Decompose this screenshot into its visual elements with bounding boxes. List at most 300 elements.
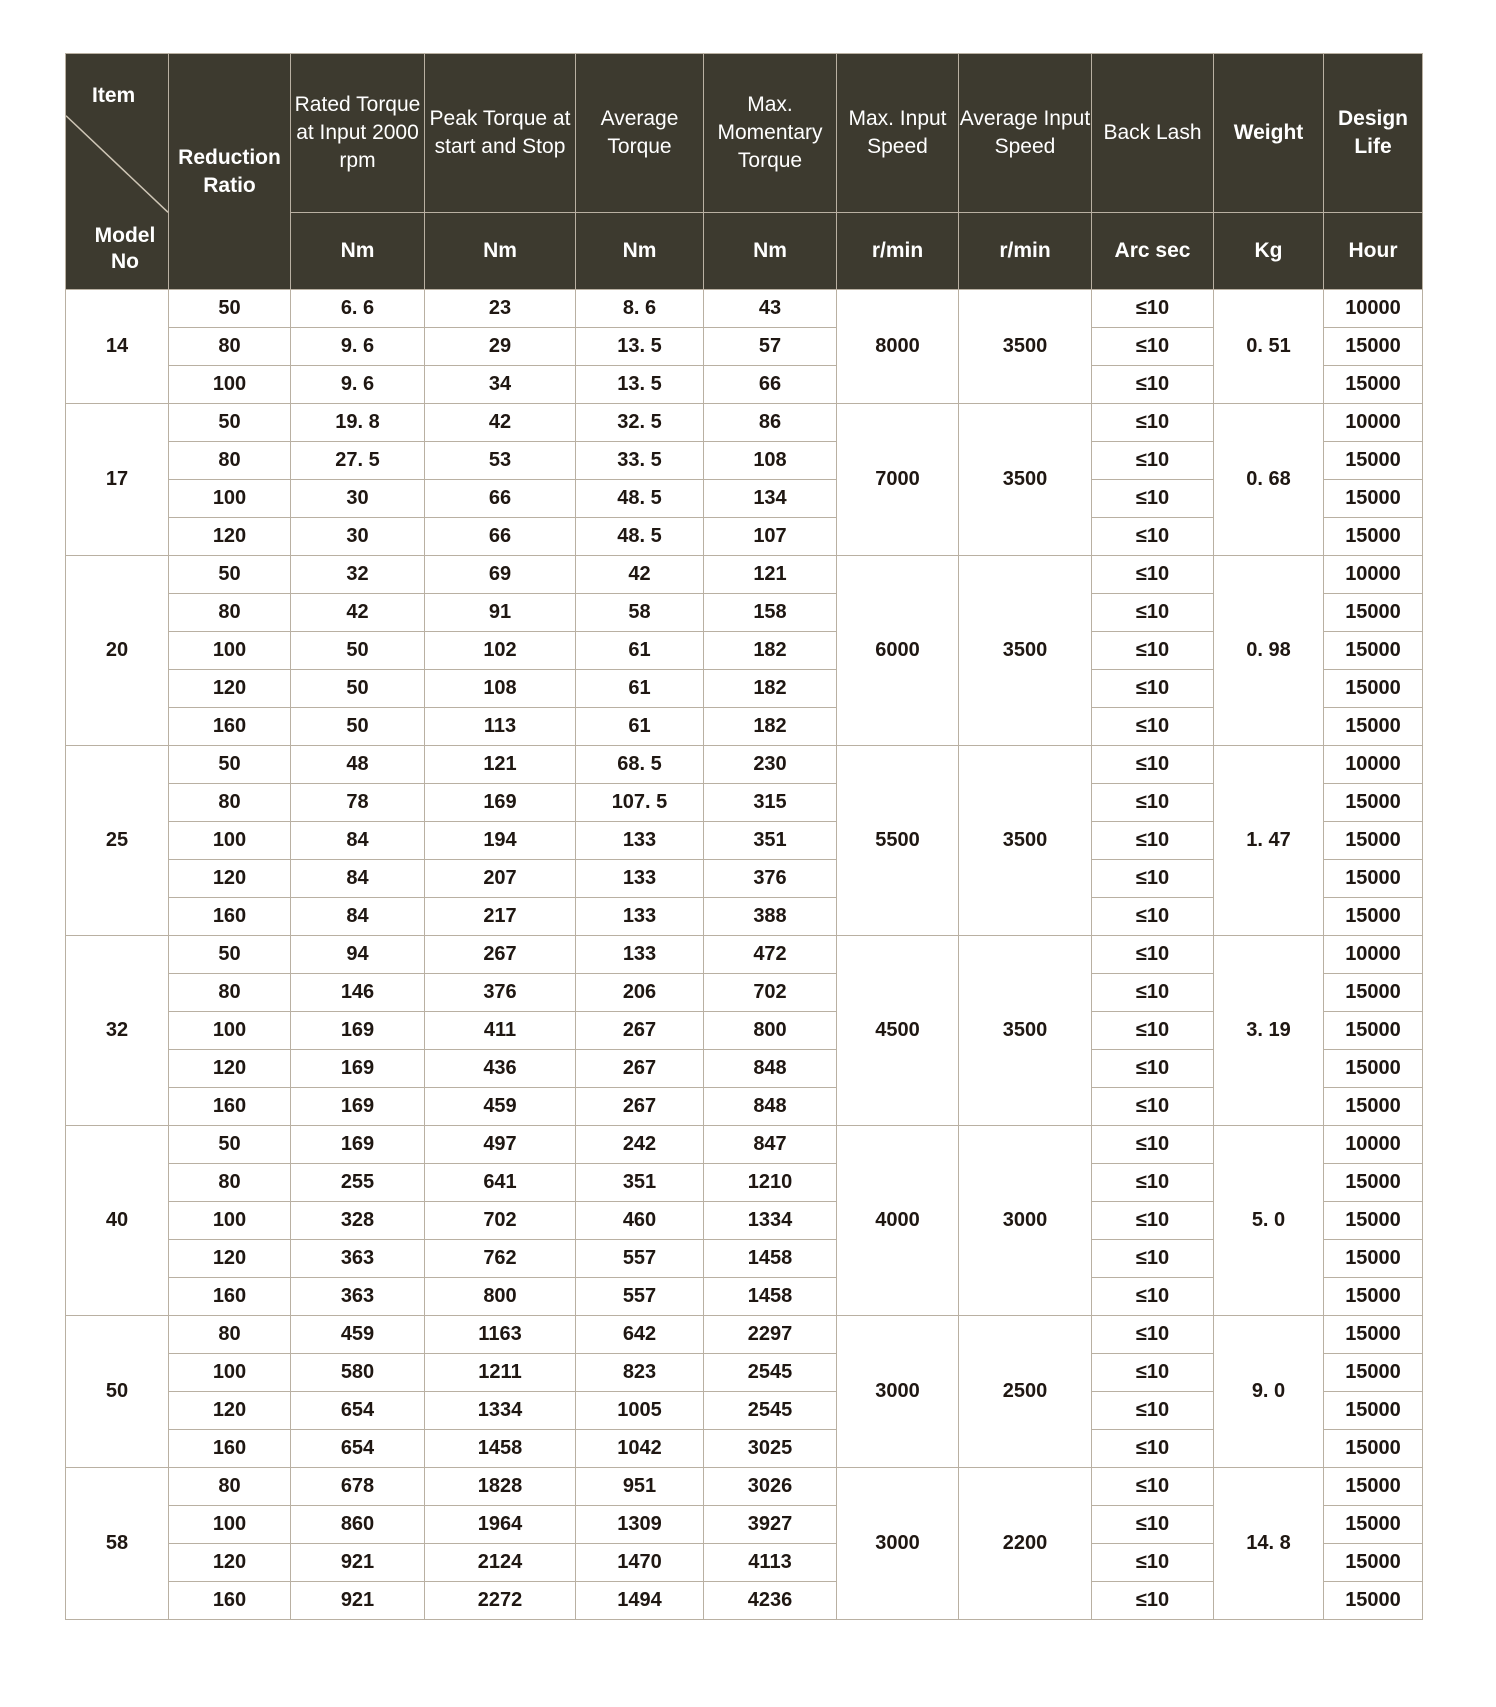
design-life-cell: 15000 — [1324, 898, 1423, 936]
table-row — [66, 290, 1423, 328]
rated-torque-cell: 255 — [291, 1164, 425, 1202]
reduction-ratio-cell: 50 — [169, 404, 291, 442]
max-momentary-torque-cell: 351 — [704, 822, 837, 860]
max-input-speed-cell: 6000 — [837, 556, 959, 746]
item-model-corner-header — [66, 54, 169, 290]
table-row — [66, 1316, 1423, 1354]
rated-torque-cell: 9. 6 — [291, 366, 425, 404]
average-torque-cell: 68. 5 — [576, 746, 704, 784]
rated-torque-cell: 678 — [291, 1468, 425, 1506]
reduction-ratio-cell: 100 — [169, 480, 291, 518]
rated-torque-cell: 50 — [291, 632, 425, 670]
column-header: Max. Input Speed — [837, 54, 959, 213]
max-momentary-torque-cell: 1334 — [704, 1202, 837, 1240]
weight-cell: 0. 51 — [1214, 290, 1324, 404]
average-input-speed-cell: 2500 — [959, 1316, 1092, 1468]
average-torque-cell: 823 — [576, 1354, 704, 1392]
rated-torque-cell: 169 — [291, 1126, 425, 1164]
design-life-cell: 10000 — [1324, 404, 1423, 442]
average-torque-cell: 32. 5 — [576, 404, 704, 442]
reduction-ratio-cell: 100 — [169, 822, 291, 860]
reduction-ratio-cell: 100 — [169, 1354, 291, 1392]
rated-torque-cell: 48 — [291, 746, 425, 784]
peak-torque-cell: 1334 — [425, 1392, 576, 1430]
average-torque-cell: 267 — [576, 1012, 704, 1050]
reduction-ratio-cell: 120 — [169, 860, 291, 898]
peak-torque-cell: 217 — [425, 898, 576, 936]
peak-torque-cell: 376 — [425, 974, 576, 1012]
max-momentary-torque-cell: 182 — [704, 670, 837, 708]
max-momentary-torque-cell: 1458 — [704, 1240, 837, 1278]
design-life-cell: 10000 — [1324, 556, 1423, 594]
design-life-cell: 15000 — [1324, 632, 1423, 670]
max-input-speed-cell: 3000 — [837, 1468, 959, 1620]
model-no-cell: 58 — [66, 1468, 169, 1620]
backlash-cell: ≤10 — [1092, 1202, 1214, 1240]
backlash-cell: ≤10 — [1092, 708, 1214, 746]
peak-torque-cell: 42 — [425, 404, 576, 442]
rated-torque-cell: 84 — [291, 822, 425, 860]
reduction-ratio-cell: 160 — [169, 1430, 291, 1468]
peak-torque-cell: 69 — [425, 556, 576, 594]
average-torque-cell: 267 — [576, 1088, 704, 1126]
column-unit: Hour — [1324, 213, 1423, 290]
design-life-cell: 15000 — [1324, 1050, 1423, 1088]
max-momentary-torque-cell: 134 — [704, 480, 837, 518]
backlash-cell: ≤10 — [1092, 366, 1214, 404]
design-life-cell: 15000 — [1324, 784, 1423, 822]
peak-torque-cell: 121 — [425, 746, 576, 784]
reduction-ratio-cell: 80 — [169, 594, 291, 632]
peak-torque-cell: 800 — [425, 1278, 576, 1316]
peak-torque-cell: 1458 — [425, 1430, 576, 1468]
backlash-cell: ≤10 — [1092, 1126, 1214, 1164]
model-no-cell: 25 — [66, 746, 169, 936]
average-torque-cell: 1309 — [576, 1506, 704, 1544]
max-momentary-torque-cell: 121 — [704, 556, 837, 594]
rated-torque-cell: 169 — [291, 1050, 425, 1088]
average-torque-cell: 61 — [576, 670, 704, 708]
average-torque-cell: 1005 — [576, 1392, 704, 1430]
backlash-cell: ≤10 — [1092, 1316, 1214, 1354]
max-momentary-torque-cell: 107 — [704, 518, 837, 556]
design-life-cell: 15000 — [1324, 1430, 1423, 1468]
max-momentary-torque-cell: 3025 — [704, 1430, 837, 1468]
backlash-cell: ≤10 — [1092, 1544, 1214, 1582]
spec-table — [65, 53, 1423, 1620]
backlash-cell: ≤10 — [1092, 746, 1214, 784]
rated-torque-cell: 94 — [291, 936, 425, 974]
backlash-cell: ≤10 — [1092, 670, 1214, 708]
design-life-cell: 15000 — [1324, 594, 1423, 632]
table-header — [66, 54, 1423, 290]
item-header-label: Item — [92, 84, 136, 107]
backlash-cell: ≤10 — [1092, 1088, 1214, 1126]
design-life-cell: 15000 — [1324, 480, 1423, 518]
max-momentary-torque-cell: 1210 — [704, 1164, 837, 1202]
rated-torque-cell: 78 — [291, 784, 425, 822]
rated-torque-cell: 27. 5 — [291, 442, 425, 480]
average-torque-cell: 133 — [576, 822, 704, 860]
max-momentary-torque-cell: 182 — [704, 708, 837, 746]
model-no-cell: 32 — [66, 936, 169, 1126]
reduction-ratio-cell: 50 — [169, 936, 291, 974]
reduction-ratio-cell: 80 — [169, 328, 291, 366]
column-unit: Nm — [425, 213, 576, 290]
max-momentary-torque-cell: 4113 — [704, 1544, 837, 1582]
design-life-cell: 15000 — [1324, 1544, 1423, 1582]
average-torque-cell: 242 — [576, 1126, 704, 1164]
average-torque-cell: 42 — [576, 556, 704, 594]
rated-torque-cell: 459 — [291, 1316, 425, 1354]
rated-torque-cell: 50 — [291, 708, 425, 746]
rated-torque-cell: 328 — [291, 1202, 425, 1240]
rated-torque-cell: 146 — [291, 974, 425, 1012]
max-momentary-torque-cell: 2545 — [704, 1354, 837, 1392]
average-input-speed-cell: 3500 — [959, 746, 1092, 936]
rated-torque-cell: 19. 8 — [291, 404, 425, 442]
average-torque-cell: 351 — [576, 1164, 704, 1202]
design-life-cell: 10000 — [1324, 936, 1423, 974]
design-life-cell: 15000 — [1324, 1088, 1423, 1126]
backlash-cell: ≤10 — [1092, 1506, 1214, 1544]
backlash-cell: ≤10 — [1092, 404, 1214, 442]
peak-torque-cell: 2124 — [425, 1544, 576, 1582]
table-row — [66, 404, 1423, 442]
reduction-ratio-cell: 160 — [169, 898, 291, 936]
max-momentary-torque-cell: 2545 — [704, 1392, 837, 1430]
average-input-speed-cell: 3000 — [959, 1126, 1092, 1316]
backlash-cell: ≤10 — [1092, 442, 1214, 480]
table-body — [66, 290, 1423, 1620]
average-torque-cell: 61 — [576, 632, 704, 670]
weight-cell: 5. 0 — [1214, 1126, 1324, 1316]
backlash-cell: ≤10 — [1092, 328, 1214, 366]
model-no-cell: 20 — [66, 556, 169, 746]
backlash-cell: ≤10 — [1092, 1012, 1214, 1050]
table-row — [66, 746, 1423, 784]
reduction-ratio-cell: 120 — [169, 1240, 291, 1278]
design-life-cell: 15000 — [1324, 974, 1423, 1012]
design-life-cell: 15000 — [1324, 1164, 1423, 1202]
reduction-ratio-cell: 80 — [169, 974, 291, 1012]
max-momentary-torque-cell: 230 — [704, 746, 837, 784]
peak-torque-cell: 436 — [425, 1050, 576, 1088]
model-no-cell: 14 — [66, 290, 169, 404]
backlash-cell: ≤10 — [1092, 632, 1214, 670]
column-header: Back Lash — [1092, 54, 1214, 213]
average-torque-cell: 1470 — [576, 1544, 704, 1582]
column-unit: Arc sec — [1092, 213, 1214, 290]
peak-torque-cell: 1211 — [425, 1354, 576, 1392]
reduction-ratio-cell: 50 — [169, 290, 291, 328]
model-no-cell: 40 — [66, 1126, 169, 1316]
peak-torque-cell: 91 — [425, 594, 576, 632]
rated-torque-cell: 580 — [291, 1354, 425, 1392]
column-header: Design Life — [1324, 54, 1423, 213]
peak-torque-cell: 641 — [425, 1164, 576, 1202]
table-row — [66, 936, 1423, 974]
peak-torque-cell: 411 — [425, 1012, 576, 1050]
peak-torque-cell: 459 — [425, 1088, 576, 1126]
peak-torque-cell: 169 — [425, 784, 576, 822]
design-life-cell: 10000 — [1324, 290, 1423, 328]
reduction-ratio-cell: 120 — [169, 670, 291, 708]
rated-torque-cell: 363 — [291, 1240, 425, 1278]
average-torque-cell: 267 — [576, 1050, 704, 1088]
reduction-ratio-cell: 80 — [169, 1316, 291, 1354]
max-input-speed-cell: 5500 — [837, 746, 959, 936]
design-life-cell: 15000 — [1324, 670, 1423, 708]
design-life-cell: 10000 — [1324, 746, 1423, 784]
max-input-speed-cell: 7000 — [837, 404, 959, 556]
max-momentary-torque-cell: 472 — [704, 936, 837, 974]
column-unit: Nm — [704, 213, 837, 290]
weight-cell: 1. 47 — [1214, 746, 1324, 936]
average-input-speed-cell: 3500 — [959, 404, 1092, 556]
reduction-ratio-cell: 80 — [169, 1164, 291, 1202]
max-momentary-torque-cell: 43 — [704, 290, 837, 328]
column-header: Max. Momentary Torque — [704, 54, 837, 213]
design-life-cell: 15000 — [1324, 366, 1423, 404]
peak-torque-cell: 762 — [425, 1240, 576, 1278]
average-torque-cell: 8. 6 — [576, 290, 704, 328]
rated-torque-cell: 30 — [291, 518, 425, 556]
max-momentary-torque-cell: 315 — [704, 784, 837, 822]
peak-torque-cell: 194 — [425, 822, 576, 860]
backlash-cell: ≤10 — [1092, 1468, 1214, 1506]
backlash-cell: ≤10 — [1092, 1278, 1214, 1316]
design-life-cell: 15000 — [1324, 1468, 1423, 1506]
table-row — [66, 556, 1423, 594]
backlash-cell: ≤10 — [1092, 898, 1214, 936]
peak-torque-cell: 1828 — [425, 1468, 576, 1506]
peak-torque-cell: 207 — [425, 860, 576, 898]
peak-torque-cell: 1163 — [425, 1316, 576, 1354]
rated-torque-cell: 32 — [291, 556, 425, 594]
max-input-speed-cell: 4000 — [837, 1126, 959, 1316]
reduction-ratio-cell: 100 — [169, 1202, 291, 1240]
rated-torque-cell: 50 — [291, 670, 425, 708]
max-momentary-torque-cell: 702 — [704, 974, 837, 1012]
rated-torque-cell: 363 — [291, 1278, 425, 1316]
backlash-cell: ≤10 — [1092, 480, 1214, 518]
reduction-ratio-cell: 50 — [169, 1126, 291, 1164]
backlash-cell: ≤10 — [1092, 556, 1214, 594]
reduction-ratio-cell: 100 — [169, 366, 291, 404]
max-momentary-torque-cell: 182 — [704, 632, 837, 670]
average-torque-cell: 557 — [576, 1240, 704, 1278]
average-torque-cell: 206 — [576, 974, 704, 1012]
rated-torque-cell: 921 — [291, 1582, 425, 1620]
reduction-ratio-cell: 100 — [169, 1012, 291, 1050]
column-header: Average Torque — [576, 54, 704, 213]
average-torque-cell: 13. 5 — [576, 328, 704, 366]
max-momentary-torque-cell: 108 — [704, 442, 837, 480]
peak-torque-cell: 2272 — [425, 1582, 576, 1620]
backlash-cell: ≤10 — [1092, 1430, 1214, 1468]
reduction-ratio-cell: 160 — [169, 1582, 291, 1620]
max-momentary-torque-cell: 800 — [704, 1012, 837, 1050]
model-no-cell: 50 — [66, 1316, 169, 1468]
peak-torque-cell: 53 — [425, 442, 576, 480]
average-input-speed-cell: 3500 — [959, 556, 1092, 746]
rated-torque-cell: 921 — [291, 1544, 425, 1582]
peak-torque-cell: 267 — [425, 936, 576, 974]
reduction-ratio-cell: 120 — [169, 1050, 291, 1088]
peak-torque-cell: 66 — [425, 480, 576, 518]
backlash-cell: ≤10 — [1092, 822, 1214, 860]
column-header: Peak Torque at start and Stop — [425, 54, 576, 213]
max-momentary-torque-cell: 66 — [704, 366, 837, 404]
average-torque-cell: 557 — [576, 1278, 704, 1316]
column-header: Weight — [1214, 54, 1324, 213]
weight-cell: 0. 98 — [1214, 556, 1324, 746]
peak-torque-cell: 34 — [425, 366, 576, 404]
max-momentary-torque-cell: 2297 — [704, 1316, 837, 1354]
backlash-cell: ≤10 — [1092, 936, 1214, 974]
max-momentary-torque-cell: 388 — [704, 898, 837, 936]
average-torque-cell: 107. 5 — [576, 784, 704, 822]
max-momentary-torque-cell: 4236 — [704, 1582, 837, 1620]
backlash-cell: ≤10 — [1092, 1240, 1214, 1278]
design-life-cell: 15000 — [1324, 1012, 1423, 1050]
design-life-cell: 15000 — [1324, 1506, 1423, 1544]
average-torque-cell: 58 — [576, 594, 704, 632]
column-unit: r/min — [959, 213, 1092, 290]
backlash-cell: ≤10 — [1092, 518, 1214, 556]
max-momentary-torque-cell: 847 — [704, 1126, 837, 1164]
design-life-cell: 10000 — [1324, 1126, 1423, 1164]
column-unit: Nm — [576, 213, 704, 290]
design-life-cell: 15000 — [1324, 1354, 1423, 1392]
peak-torque-cell: 108 — [425, 670, 576, 708]
average-torque-cell: 33. 5 — [576, 442, 704, 480]
max-input-speed-cell: 4500 — [837, 936, 959, 1126]
reduction-ratio-cell: 80 — [169, 1468, 291, 1506]
rated-torque-cell: 860 — [291, 1506, 425, 1544]
design-life-cell: 15000 — [1324, 1392, 1423, 1430]
reduction-ratio-cell: 100 — [169, 1506, 291, 1544]
design-life-cell: 15000 — [1324, 442, 1423, 480]
table-row — [66, 1468, 1423, 1506]
average-torque-cell: 460 — [576, 1202, 704, 1240]
weight-cell: 0. 68 — [1214, 404, 1324, 556]
reduction-ratio-cell: 120 — [169, 1544, 291, 1582]
rated-torque-cell: 42 — [291, 594, 425, 632]
reduction-ratio-cell: 50 — [169, 556, 291, 594]
table-row — [66, 1126, 1423, 1164]
reduction-ratio-cell: 50 — [169, 746, 291, 784]
backlash-cell: ≤10 — [1092, 1164, 1214, 1202]
max-momentary-torque-cell: 3927 — [704, 1506, 837, 1544]
peak-torque-cell: 1964 — [425, 1506, 576, 1544]
max-momentary-torque-cell: 3026 — [704, 1468, 837, 1506]
average-torque-cell: 61 — [576, 708, 704, 746]
reduction-ratio-cell: 160 — [169, 1278, 291, 1316]
backlash-cell: ≤10 — [1092, 290, 1214, 328]
reduction-ratio-cell: 80 — [169, 442, 291, 480]
design-life-cell: 15000 — [1324, 328, 1423, 366]
column-unit: Nm — [291, 213, 425, 290]
average-input-speed-cell: 2200 — [959, 1468, 1092, 1620]
rated-torque-cell: 169 — [291, 1088, 425, 1126]
rated-torque-cell: 169 — [291, 1012, 425, 1050]
weight-cell: 14. 8 — [1214, 1468, 1324, 1620]
rated-torque-cell: 84 — [291, 860, 425, 898]
backlash-cell: ≤10 — [1092, 594, 1214, 632]
backlash-cell: ≤10 — [1092, 1050, 1214, 1088]
peak-torque-cell: 102 — [425, 632, 576, 670]
design-life-cell: 15000 — [1324, 708, 1423, 746]
backlash-cell: ≤10 — [1092, 860, 1214, 898]
rated-torque-cell: 654 — [291, 1392, 425, 1430]
max-momentary-torque-cell: 158 — [704, 594, 837, 632]
backlash-cell: ≤10 — [1092, 974, 1214, 1012]
average-torque-cell: 1042 — [576, 1430, 704, 1468]
average-torque-cell: 951 — [576, 1468, 704, 1506]
column-unit: r/min — [837, 213, 959, 290]
design-life-cell: 15000 — [1324, 1582, 1423, 1620]
backlash-cell: ≤10 — [1092, 1354, 1214, 1392]
max-input-speed-cell: 8000 — [837, 290, 959, 404]
reduction-ratio-cell: 160 — [169, 1088, 291, 1126]
average-torque-cell: 48. 5 — [576, 518, 704, 556]
rated-torque-cell: 84 — [291, 898, 425, 936]
rated-torque-cell: 654 — [291, 1430, 425, 1468]
reduction-ratio-cell: 160 — [169, 708, 291, 746]
column-header: Rated Torque at Input 2000 rpm — [291, 54, 425, 213]
reduction-ratio-cell: 120 — [169, 518, 291, 556]
backlash-cell: ≤10 — [1092, 784, 1214, 822]
reduction-ratio-cell: 100 — [169, 632, 291, 670]
design-life-cell: 15000 — [1324, 860, 1423, 898]
max-momentary-torque-cell: 86 — [704, 404, 837, 442]
average-torque-cell: 13. 5 — [576, 366, 704, 404]
max-momentary-torque-cell: 848 — [704, 1050, 837, 1088]
peak-torque-cell: 29 — [425, 328, 576, 366]
model-no-header-label: Model No — [94, 224, 156, 273]
reduction-ratio-header: Reduction Ratio — [169, 54, 291, 290]
design-life-cell: 15000 — [1324, 518, 1423, 556]
reduction-ratio-cell: 80 — [169, 784, 291, 822]
peak-torque-cell: 23 — [425, 290, 576, 328]
weight-cell: 9. 0 — [1214, 1316, 1324, 1468]
max-momentary-torque-cell: 848 — [704, 1088, 837, 1126]
peak-torque-cell: 702 — [425, 1202, 576, 1240]
rated-torque-cell: 6. 6 — [291, 290, 425, 328]
model-no-cell: 17 — [66, 404, 169, 556]
reduction-ratio-cell: 120 — [169, 1392, 291, 1430]
column-unit: Kg — [1214, 213, 1324, 290]
backlash-cell: ≤10 — [1092, 1392, 1214, 1430]
peak-torque-cell: 113 — [425, 708, 576, 746]
design-life-cell: 15000 — [1324, 822, 1423, 860]
average-torque-cell: 133 — [576, 898, 704, 936]
max-momentary-torque-cell: 376 — [704, 860, 837, 898]
peak-torque-cell: 66 — [425, 518, 576, 556]
average-torque-cell: 48. 5 — [576, 480, 704, 518]
peak-torque-cell: 497 — [425, 1126, 576, 1164]
design-life-cell: 15000 — [1324, 1202, 1423, 1240]
average-torque-cell: 642 — [576, 1316, 704, 1354]
average-input-speed-cell: 3500 — [959, 936, 1092, 1126]
average-torque-cell: 1494 — [576, 1582, 704, 1620]
weight-cell: 3. 19 — [1214, 936, 1324, 1126]
column-header: Average Input Speed — [959, 54, 1092, 213]
design-life-cell: 15000 — [1324, 1316, 1423, 1354]
average-torque-cell: 133 — [576, 860, 704, 898]
